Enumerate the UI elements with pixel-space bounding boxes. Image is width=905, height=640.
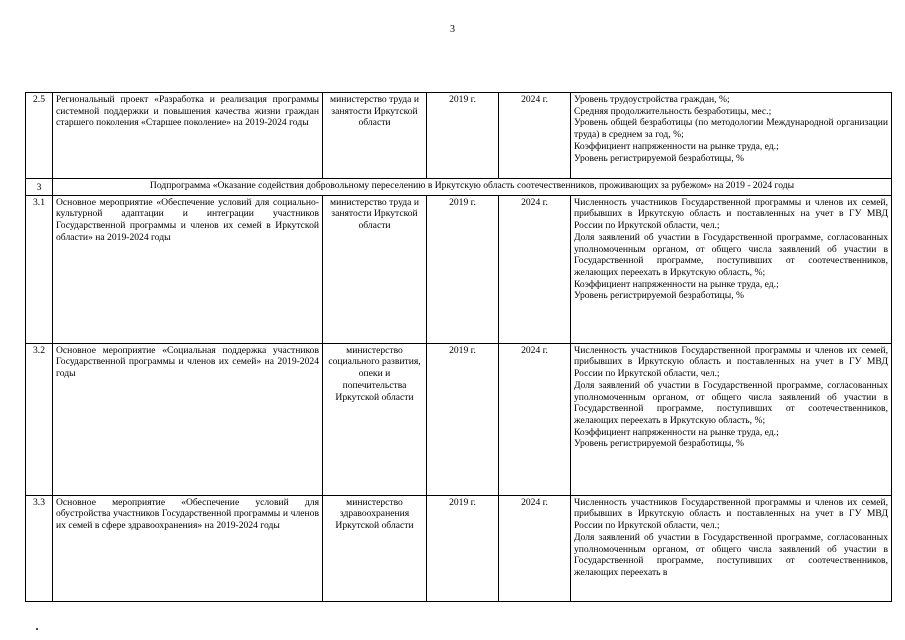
table-row [26,495,892,601]
measure-name: Основное мероприятие «Обеспечение условий для обустройства участников Государственной программы и членов их семей в сфере здравоохранения» на 2019-2024 годы [53,495,323,601]
subprogram-row [26,179,892,196]
indicator-item: Уровень регистрируемой безработицы, % [574,152,745,164]
row-number: 3.3 [26,495,53,601]
indicator-item: Коэффициент напряженности на рынке труда, ед.; [574,140,779,152]
executor: министерство социального развития, опеки и попечительства Иркутской области [323,343,427,495]
start-year: 2019 г. [427,343,499,495]
indicator-item: Уровень регистрируемой безработицы, % [574,290,745,302]
scan-dot [36,628,38,630]
indicators [571,495,892,601]
page-number: 3 [450,24,455,35]
program-table [25,92,892,602]
indicator-item: Численность участников Государственной программы и членов их семей, прибывших в Иркутскую область и поставленных на учет в ГУ МВД России по Иркутской области, чел.; [574,496,888,532]
indicator-item: Численность участников Государственной программы и членов их семей, прибывших в Иркутскую область и поставленных на учет в ГУ МВД России по Иркутской области, чел.; [574,196,888,232]
row-number: 3 [26,179,53,196]
measure-name: Основное мероприятие «Социальная поддержка участников Государственной программы и членов их семей» на 2019-2024 годы [53,343,323,495]
indicators [571,195,892,343]
end-year: 2024 г. [499,195,571,343]
executor: министерство здравоохранения Иркутской области [323,495,427,601]
start-year: 2019 г. [427,195,499,343]
table-row [26,93,892,179]
indicator-item: Доля заявлений об участии в Государственной программе, согласованных уполномоченным органом, от общего числа заявлений об участии в Государственной программе, поступивших от соотечественников, желающих переехать в Иркутскую область, %; [574,379,888,426]
end-year: 2024 г. [499,343,571,495]
indicator-item: Доля заявлений об участии в Государственной программе, согласованных уполномоченным органом, от общего числа заявлений об участии в Государственной программе, поступивших от соотечественников, желающих переехать в [574,531,888,578]
indicator-item: Уровень общей безработицы (по методологии Международной организации труда) в среднем за год, %; [574,117,888,141]
indicators [571,93,892,179]
row-number: 3.2 [26,343,53,495]
start-year: 2019 г. [427,495,499,601]
indicator-item: Доля заявлений об участии в Государственной программе, согласованных уполномоченным органом, от общего числа заявлений об участии в Государственной программе, поступивших от соотечественников, желающих переехать в Иркутскую область, %; [574,231,888,278]
indicator-item: Коэффициент напряженности на рынке труда, ед.; [574,426,779,438]
table-row [26,195,892,343]
subprogram-title: Подпрограмма «Оказание содействия добровольному переселению в Иркутскую область соотечественников, проживающих за рубежом» на 2019 - 2024 годы [53,179,892,196]
executor: министерство труда и занятости Иркутской области [323,195,427,343]
table-row [26,343,892,495]
row-number: 2.5 [26,93,53,179]
end-year: 2024 г. [499,93,571,179]
end-year: 2024 г. [499,495,571,601]
measure-name: Основное мероприятие «Обеспечение условий для социально-культурной адаптации и интеграции участников Государственной программы и членов их семей в Иркутской области» на 2019-2024 годы [53,195,323,343]
start-year: 2019 г. [427,93,499,179]
measure-name: Региональный проект «Разработка и реализация программы системной поддержки и повышения качества жизни граждан старшего поколения «Старшее поколение» на 2019-2024 годы [53,93,323,179]
indicator-item: Коэффициент напряженности на рынке труда, ед.; [574,278,779,290]
indicators [571,343,892,495]
indicator-item: Средняя продолжительность безработицы, мес.; [574,105,772,117]
indicator-item: Уровень регистрируемой безработицы, % [574,438,745,450]
executor: министерство труда и занятости Иркутской области [323,93,427,179]
row-number: 3.1 [26,195,53,343]
indicator-item: Уровень трудоустройства граждан, %; [574,94,730,105]
indicator-item: Численность участников Государственной программы и членов их семей, прибывших в Иркутскую область и поставленных на учет в ГУ МВД России по Иркутской области, чел.; [574,344,888,380]
